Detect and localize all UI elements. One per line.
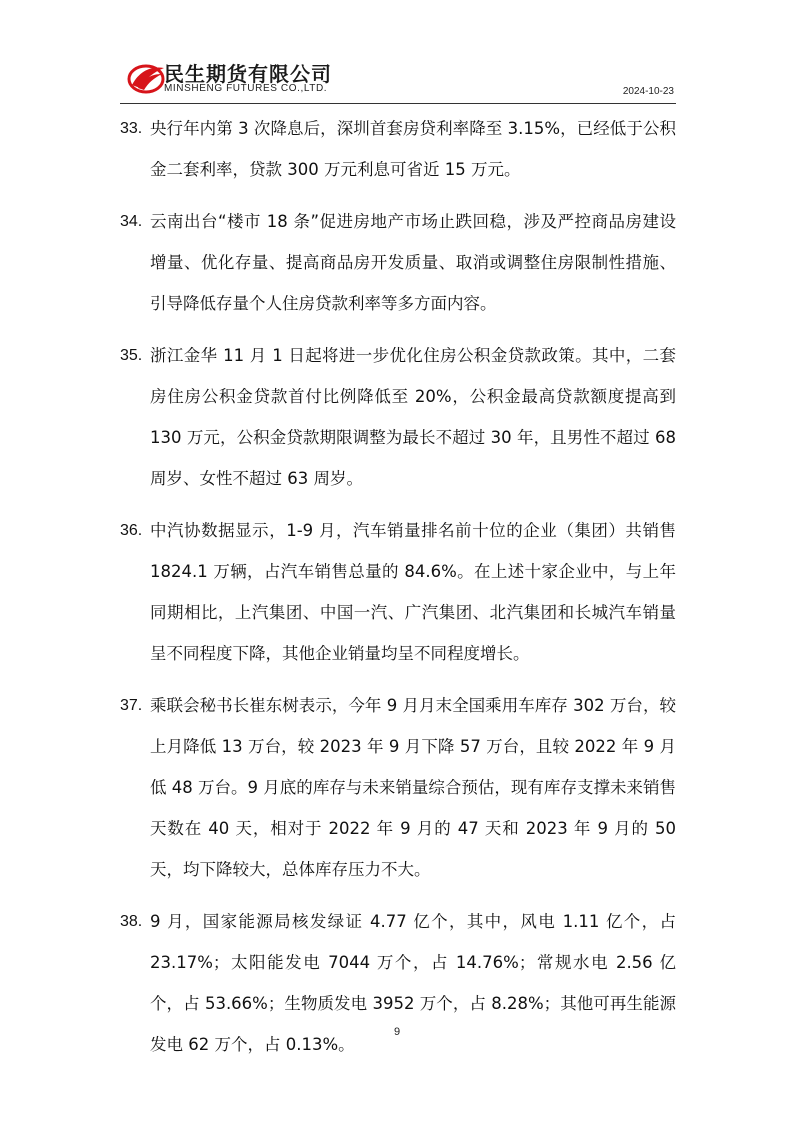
item-number: 37. [120, 697, 143, 714]
header-divider [120, 103, 676, 104]
company-name-en: MINSHENG FUTURES CO.,LTD. [164, 83, 328, 94]
list-item [120, 335, 676, 499]
item-text: 央行年内第 3 次降息后，深圳首套房贷利率降至 3.15%，已经低于公积金二套利率，贷款 300 万元利息可省近 15 万元。 [150, 119, 676, 179]
item-text: 乘联会秘书长崔东树表示，今年 9 月月末全国乘用车库存 302 万台，较上月降低 13 万台，较 2023 年 9 月下降 57 万台，且较 2022 年 9 月低 48 万台。9 月底的库存与未来销量综合预估，现有库存支撑未来销售天数在 40 天，相对于 2022 年 9 月的 47 天和 2023 年 9 月的 50 天，均下降较大，总体库存压力不大。 [150, 696, 676, 879]
item-number: 35. [120, 347, 143, 364]
item-text: 中汽协数据显示，1-9 月，汽车销量排名前十位的企业（集团）共销售 1824.1 万辆，占汽车销售总量的 84.6%。在上述十家企业中，与上年同期相比，上汽集团、中国一汽、广汽集团、北汽集团和长城汽车销量呈不同程度下降，其他企业销量均呈不同程度增长。 [150, 521, 676, 663]
item-number: 33. [120, 120, 143, 137]
list-item [120, 901, 676, 1065]
item-text: 浙江金华 11 月 1 日起将进一步优化住房公积金贷款政策。其中，二套房住房公积金贷款首付比例降低至 20%，公积金最高贷款额度提高到 130 万元，公积金贷款期限调整为最长不超过 30 年，且男性不超过 68 周岁、女性不超过 63 周岁。 [150, 346, 676, 488]
news-list [120, 108, 676, 1076]
item-text: 云南出台“楼市 18 条”促进房地产市场止跌回稳，涉及严控商品房建设增量、优化存量、提高商品房开发质量、取消或调整住房限制性措施、引导降低存量个人住房贷款利率等多方面内容。 [150, 212, 676, 313]
page-number: 9 [393, 1026, 401, 1038]
item-number: 38. [120, 913, 143, 930]
item-text: 9 月，国家能源局核发绿证 4.77 亿个，其中，风电 1.11 亿个，占 23.17%；太阳能发电 7044 万个，占 14.76%；常规水电 2.56 亿个，占 53.66%；生物质发电 3952 万个，占 8.28%；其他可再生能源发电 62 万个，占 0.13%。 [150, 912, 676, 1054]
item-number: 34. [120, 213, 143, 230]
list-item [120, 510, 676, 674]
list-item [120, 201, 676, 324]
list-item [120, 108, 676, 190]
report-date: 2024-10-23 [622, 86, 674, 97]
company-name-cn: 民生期货有限公司 [164, 62, 332, 86]
page-header [120, 52, 676, 104]
item-number: 36. [120, 522, 143, 539]
minsheng-logo-icon [126, 58, 166, 98]
list-item [120, 685, 676, 890]
